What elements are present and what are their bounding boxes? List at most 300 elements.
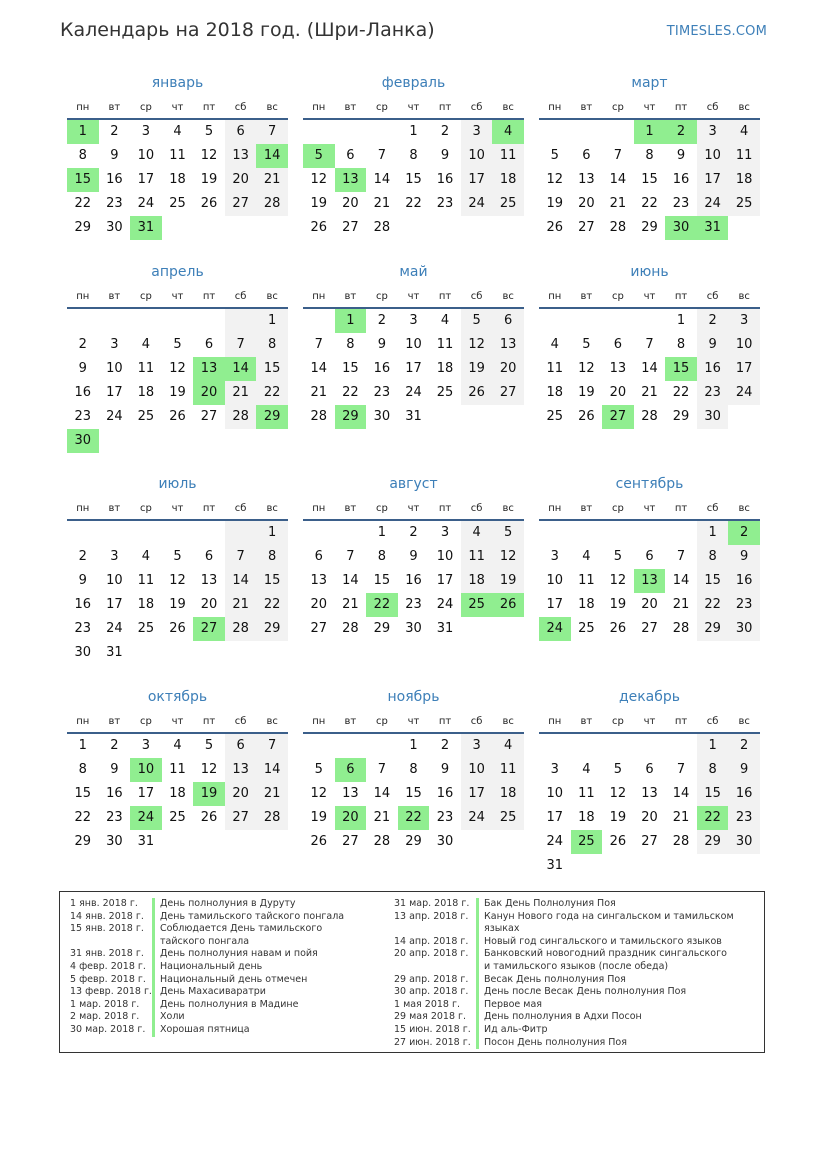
weekday-label: вт <box>580 716 593 727</box>
empty-cell <box>130 309 162 333</box>
holiday-marker <box>152 986 155 999</box>
weekday-label: чт <box>407 503 420 514</box>
holiday-day: 20 <box>335 806 367 830</box>
empty-cell <box>602 521 634 545</box>
weekday-label: вт <box>344 503 357 514</box>
day-cell: 7 <box>256 120 288 144</box>
day-cell: 11 <box>137 573 155 588</box>
day-cell: 23 <box>106 810 123 825</box>
legend-name: Холи <box>160 1011 185 1023</box>
weekday-label: чт <box>407 102 420 113</box>
day-cell: 22 <box>342 385 359 400</box>
month-name: сентябрь <box>615 476 684 492</box>
weekday-header <box>67 287 288 309</box>
day-cell: 14 <box>641 361 658 376</box>
day-cell: 17 <box>546 597 564 612</box>
weekday-label: вт <box>580 503 593 514</box>
day-cell: 14 <box>609 172 627 187</box>
legend-column-left <box>70 898 370 1037</box>
legend-item <box>394 986 734 999</box>
day-cell: 13 <box>200 573 218 588</box>
day-cell: 28 <box>225 617 257 641</box>
day-cell: 12 <box>461 333 493 357</box>
days-grid <box>303 120 524 240</box>
legend-name: Ид аль-Фитр <box>484 1023 548 1035</box>
day-cell: 24 <box>461 192 493 216</box>
day-cell: 8 <box>676 337 686 352</box>
day-cell: 11 <box>578 786 595 801</box>
day-cell: 14 <box>672 786 690 801</box>
empty-cell <box>303 521 335 545</box>
day-cell: 22 <box>405 196 422 211</box>
day-cell: 2 <box>110 738 119 753</box>
legend-item <box>70 1011 370 1024</box>
day-cell: 9 <box>440 148 450 163</box>
weekday-label: ср <box>139 503 152 514</box>
day-cell: 12 <box>200 148 218 163</box>
weekday-label: вс <box>266 503 278 514</box>
day-cell: 8 <box>697 545 729 569</box>
weekday-label: пт <box>438 291 452 302</box>
weekday-label: чт <box>643 102 656 113</box>
month-name: август <box>389 476 438 492</box>
day-cell: 16 <box>74 385 92 400</box>
empty-cell <box>571 120 603 144</box>
legend-column-right <box>394 898 734 1049</box>
weekday-label: вс <box>502 716 514 727</box>
weekday-label: ср <box>611 503 624 514</box>
empty-cell <box>335 120 367 144</box>
holiday-day: 20 <box>193 381 225 405</box>
empty-cell <box>539 734 571 758</box>
weekday-label: сб <box>470 716 483 727</box>
weekday-label: вс <box>502 503 514 514</box>
weekday-header <box>67 98 288 120</box>
empty-cell <box>634 309 666 333</box>
days-grid <box>67 309 288 453</box>
day-cell: 3 <box>697 120 729 144</box>
days-grid <box>303 521 524 641</box>
month-name: февраль <box>381 75 446 91</box>
day-cell: 25 <box>436 385 454 400</box>
weekday-label: ср <box>139 291 152 302</box>
day-cell: 26 <box>200 810 218 825</box>
day-cell: 3 <box>550 762 559 777</box>
holiday-marker <box>152 948 155 961</box>
day-cell: 25 <box>492 192 524 216</box>
holiday-marker <box>152 974 155 987</box>
day-cell: 17 <box>137 172 155 187</box>
days-grid <box>303 309 524 429</box>
legend-item <box>70 948 370 961</box>
holiday-day: 27 <box>602 405 634 429</box>
day-cell: 3 <box>110 549 119 564</box>
holiday-day: 25 <box>571 830 603 854</box>
day-cell: 16 <box>405 573 422 588</box>
month-name: июнь <box>630 264 669 280</box>
day-cell: 22 <box>641 196 658 211</box>
empty-cell <box>303 734 335 758</box>
days-grid <box>539 521 760 641</box>
day-cell: 18 <box>169 786 186 801</box>
weekday-label: вс <box>738 102 750 113</box>
day-cell: 18 <box>492 782 524 806</box>
weekday-label: вс <box>738 716 750 727</box>
day-cell: 15 <box>405 786 422 801</box>
day-cell: 21 <box>373 196 391 211</box>
legend-date: 31 мар. 2018 г. <box>394 898 470 909</box>
weekday-label: вс <box>266 716 278 727</box>
holiday-marker <box>476 986 479 999</box>
days-grid <box>539 120 760 240</box>
legend-date: 14 янв. 2018 г. <box>70 910 144 922</box>
day-cell: 26 <box>609 621 627 636</box>
day-cell: 19 <box>609 597 627 612</box>
day-cell: 3 <box>141 124 151 139</box>
legend-item <box>394 974 734 987</box>
weekday-label: чт <box>643 291 656 302</box>
day-cell: 7 <box>377 762 387 777</box>
day-cell: 29 <box>74 220 92 235</box>
weekday-label: пт <box>438 716 452 727</box>
day-cell: 8 <box>409 148 418 163</box>
weekday-label: вт <box>108 102 121 113</box>
day-cell: 5 <box>204 738 214 753</box>
weekday-header <box>303 499 524 521</box>
day-cell: 1 <box>697 521 729 545</box>
weekday-label: ср <box>375 291 388 302</box>
weekday-label: пн <box>312 291 326 302</box>
weekday-label: ср <box>139 716 152 727</box>
day-cell: 21 <box>310 385 328 400</box>
holiday-day: 15 <box>665 357 697 381</box>
day-cell: 12 <box>169 361 186 376</box>
day-cell: 15 <box>256 357 288 381</box>
day-cell: 16 <box>106 786 123 801</box>
day-cell: 7 <box>613 148 623 163</box>
day-cell: 23 <box>436 810 454 825</box>
day-cell: 9 <box>697 333 729 357</box>
day-cell: 1 <box>676 313 686 328</box>
days-grid <box>539 309 760 429</box>
weekday-label: вт <box>344 716 357 727</box>
weekday-label: пн <box>548 102 562 113</box>
empty-cell <box>225 521 257 545</box>
day-cell: 2 <box>110 124 119 139</box>
day-cell: 30 <box>405 621 422 636</box>
weekday-label: сб <box>234 503 247 514</box>
day-cell: 4 <box>173 124 182 139</box>
holiday-day: 14 <box>256 144 288 168</box>
day-cell: 24 <box>106 409 123 424</box>
day-cell: 1 <box>409 738 418 753</box>
empty-cell <box>67 521 99 545</box>
weekday-label: вс <box>502 291 514 302</box>
weekday-label: сб <box>234 102 247 113</box>
day-cell: 30 <box>436 834 454 849</box>
day-cell: 20 <box>225 168 257 192</box>
days-grid <box>303 734 524 854</box>
day-cell: 20 <box>492 357 524 381</box>
day-cell: 2 <box>440 124 450 139</box>
legend-date: 2 мар. 2018 г. <box>70 1011 140 1023</box>
day-cell: 3 <box>461 120 493 144</box>
day-cell: 5 <box>204 124 214 139</box>
legend-date: 30 апр. 2018 г. <box>394 986 469 998</box>
weekday-label: сб <box>234 716 247 727</box>
holiday-day: 31 <box>130 216 162 240</box>
legend-name: Бак День Полнолуния Поя <box>484 898 616 909</box>
day-cell: 23 <box>697 381 729 405</box>
holiday-marker <box>152 911 155 924</box>
day-cell: 5 <box>173 337 182 352</box>
month-5 <box>303 261 524 429</box>
day-cell: 6 <box>582 148 591 163</box>
weekday-label: пн <box>312 716 326 727</box>
weekday-label: сб <box>470 291 483 302</box>
day-cell: 17 <box>461 782 493 806</box>
holiday-day: 5 <box>303 144 335 168</box>
day-cell: 23 <box>106 196 123 211</box>
legend-item <box>70 923 370 948</box>
day-cell: 21 <box>256 168 288 192</box>
legend-item <box>70 961 370 974</box>
day-cell: 18 <box>492 168 524 192</box>
day-cell: 24 <box>436 597 454 612</box>
month-name: ноябрь <box>387 689 440 705</box>
legend-item <box>70 986 370 999</box>
day-cell: 10 <box>728 333 760 357</box>
day-cell: 26 <box>546 220 564 235</box>
day-cell: 18 <box>578 810 595 825</box>
day-cell: 10 <box>461 144 493 168</box>
day-cell: 26 <box>609 834 627 849</box>
day-cell: 26 <box>169 409 186 424</box>
weekday-label: ср <box>611 291 624 302</box>
empty-cell <box>130 521 162 545</box>
weekday-label: вс <box>266 102 278 113</box>
weekday-label: пн <box>76 716 90 727</box>
day-cell: 22 <box>74 196 92 211</box>
day-cell: 10 <box>405 337 422 352</box>
calendar-grid <box>67 0 760 880</box>
month-8 <box>303 473 524 641</box>
weekday-header <box>303 287 524 309</box>
day-cell: 13 <box>492 333 524 357</box>
holiday-day: 31 <box>697 216 729 240</box>
day-cell: 9 <box>78 573 87 588</box>
day-cell: 1 <box>256 309 288 333</box>
month-name: январь <box>151 75 204 91</box>
day-cell: 9 <box>676 148 686 163</box>
weekday-label: вт <box>108 291 121 302</box>
weekday-label: пт <box>438 102 452 113</box>
day-cell: 25 <box>137 409 155 424</box>
day-cell: 25 <box>169 810 186 825</box>
day-cell: 5 <box>173 549 182 564</box>
day-cell: 12 <box>310 172 328 187</box>
weekday-header <box>539 712 760 734</box>
weekday-label: вт <box>344 102 357 113</box>
weekday-label: пн <box>548 503 562 514</box>
day-cell: 3 <box>110 337 119 352</box>
day-cell: 5 <box>582 337 591 352</box>
legend-date: 20 апр. 2018 г. <box>394 948 469 960</box>
legend-name: Новый год сингальского и тамильского языков <box>484 935 722 947</box>
day-cell: 9 <box>409 549 418 564</box>
month-name: апрель <box>151 264 204 280</box>
day-cell: 8 <box>256 333 288 357</box>
day-cell: 7 <box>676 762 686 777</box>
day-cell: 21 <box>225 381 257 405</box>
day-cell: 29 <box>373 621 391 636</box>
day-cell: 6 <box>645 762 654 777</box>
day-cell: 26 <box>578 409 595 424</box>
weekday-label: пт <box>202 291 216 302</box>
day-cell: 23 <box>405 597 422 612</box>
day-cell: 6 <box>225 120 257 144</box>
legend-date: 4 февр. 2018 г. <box>70 960 146 972</box>
day-cell: 18 <box>436 361 454 376</box>
day-cell: 3 <box>550 549 559 564</box>
weekday-label: ср <box>375 102 388 113</box>
day-cell: 27 <box>342 220 359 235</box>
day-cell: 15 <box>256 569 288 593</box>
legend-name: Банковский новогодний праздник сингальского и тамильского языков (после обеда) <box>484 948 727 972</box>
legend-name: День тамильского тайского понгала <box>160 910 345 922</box>
holiday-day: 30 <box>67 429 99 453</box>
day-cell: 7 <box>346 549 355 564</box>
weekday-label: пн <box>548 716 562 727</box>
weekday-label: сб <box>706 716 719 727</box>
empty-cell <box>665 734 697 758</box>
day-cell: 8 <box>346 337 355 352</box>
day-cell: 28 <box>225 405 257 429</box>
weekday-label: чт <box>407 716 420 727</box>
day-cell: 20 <box>641 810 658 825</box>
month-1 <box>67 72 288 240</box>
holiday-day: 13 <box>634 569 666 593</box>
day-cell: 16 <box>106 172 123 187</box>
day-cell: 16 <box>672 172 690 187</box>
day-cell: 2 <box>728 734 760 758</box>
day-cell: 31 <box>546 858 564 873</box>
day-cell: 28 <box>609 220 627 235</box>
days-grid <box>539 734 760 878</box>
day-cell: 28 <box>256 192 288 216</box>
day-cell: 29 <box>697 617 729 641</box>
day-cell: 15 <box>405 172 422 187</box>
days-grid <box>67 734 288 854</box>
month-11 <box>303 686 524 854</box>
day-cell: 9 <box>110 762 119 777</box>
day-cell: 31 <box>436 621 454 636</box>
month-9 <box>539 473 760 641</box>
holiday-day: 1 <box>335 309 367 333</box>
legend-date: 5 февр. 2018 г. <box>70 973 146 985</box>
day-cell: 16 <box>373 361 391 376</box>
day-cell: 6 <box>204 549 214 564</box>
day-cell: 18 <box>546 385 564 400</box>
legend-name: День полнолуния навам и пойя <box>160 948 318 960</box>
legend-date: 13 февр. 2018 г. <box>70 986 152 998</box>
legend-item <box>394 1011 734 1024</box>
day-cell: 26 <box>200 196 218 211</box>
day-cell: 20 <box>641 597 658 612</box>
holiday-day: 4 <box>492 120 524 144</box>
holiday-marker <box>152 923 155 948</box>
weekday-label: чт <box>643 503 656 514</box>
weekday-label: пн <box>76 503 90 514</box>
month-12 <box>539 686 760 878</box>
day-cell: 13 <box>225 758 257 782</box>
day-cell: 20 <box>200 597 218 612</box>
day-cell: 14 <box>672 573 690 588</box>
holiday-day: 15 <box>67 168 99 192</box>
day-cell: 7 <box>314 337 323 352</box>
month-4 <box>67 261 288 453</box>
day-cell: 12 <box>546 172 564 187</box>
day-cell: 11 <box>492 758 524 782</box>
day-cell: 9 <box>440 762 450 777</box>
weekday-label: пт <box>202 102 216 113</box>
empty-cell <box>634 521 666 545</box>
holiday-day: 19 <box>193 782 225 806</box>
weekday-label: вс <box>502 102 514 113</box>
day-cell: 25 <box>546 409 564 424</box>
day-cell: 12 <box>609 573 627 588</box>
weekday-label: вс <box>738 291 750 302</box>
day-cell: 22 <box>672 385 690 400</box>
weekday-label: вт <box>580 102 593 113</box>
day-cell: 21 <box>641 385 658 400</box>
day-cell: 25 <box>169 196 186 211</box>
legend-item <box>70 974 370 987</box>
weekday-label: пн <box>76 291 90 302</box>
day-cell: 29 <box>697 830 729 854</box>
legend-date: 14 апр. 2018 г. <box>394 935 469 947</box>
day-cell: 18 <box>728 168 760 192</box>
holiday-marker <box>152 1011 155 1024</box>
weekday-label: сб <box>706 102 719 113</box>
weekday-label: ср <box>611 716 624 727</box>
day-cell: 19 <box>578 385 595 400</box>
month-3 <box>539 72 760 240</box>
holiday-marker <box>476 911 479 936</box>
day-cell: 13 <box>310 573 328 588</box>
weekday-label: вт <box>108 503 121 514</box>
holiday-day: 13 <box>193 357 225 381</box>
day-cell: 21 <box>256 782 288 806</box>
day-cell: 8 <box>377 549 387 564</box>
holiday-marker <box>476 974 479 987</box>
day-cell: 26 <box>461 381 493 405</box>
day-cell: 12 <box>169 573 186 588</box>
day-cell: 25 <box>137 621 155 636</box>
day-cell: 17 <box>697 168 729 192</box>
day-cell: 4 <box>550 337 559 352</box>
brand-link[interactable]: TIMESLES.COM <box>666 24 767 39</box>
day-cell: 21 <box>609 196 627 211</box>
empty-cell <box>634 734 666 758</box>
day-cell: 10 <box>436 549 454 564</box>
day-cell: 2 <box>78 549 87 564</box>
holiday-day: 10 <box>130 758 162 782</box>
day-cell: 10 <box>546 786 564 801</box>
day-cell: 4 <box>582 549 591 564</box>
legend-name: Первое мая <box>484 998 542 1010</box>
day-cell: 21 <box>373 810 391 825</box>
